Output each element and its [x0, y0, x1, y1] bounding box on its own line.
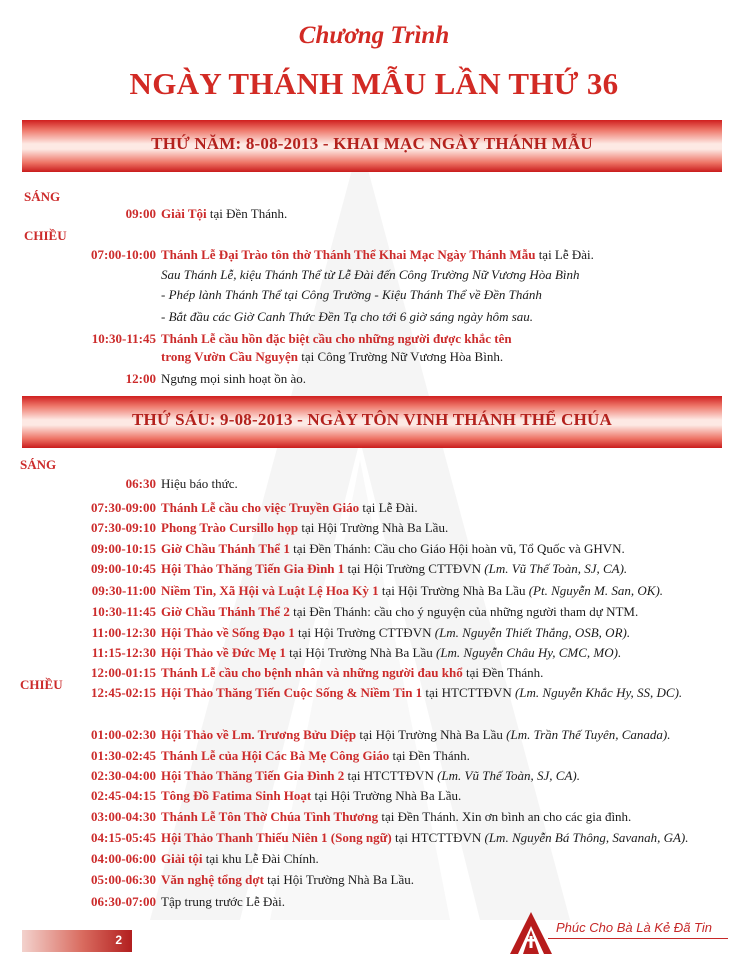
event-location: tại Đền Thánh: cầu cho ý nguyện của những người tham dự NTM. [289, 604, 639, 619]
event-location: tại Đền Thánh. [462, 665, 544, 680]
event-location: tại Hội Trường Nhà Ba Lầu [378, 583, 529, 598]
event-location: tại HTCTTĐVN [391, 830, 485, 845]
event-title: Niềm Tin, Xã Hội và Luật Lệ Hoa Kỳ 1 [161, 583, 379, 598]
schedule-description [161, 726, 670, 744]
schedule-row [0, 871, 748, 891]
schedule-time: 01:00-02:30 [91, 727, 156, 742]
schedule-description [161, 850, 319, 868]
event-title: Hội Thảo Thăng Tiến Cuộc Sống & Niềm Tin 1 [161, 685, 423, 700]
schedule-row [0, 747, 748, 767]
schedule-time: 12:45-02:15 [91, 685, 156, 700]
schedule-row [0, 205, 748, 225]
schedule-row [0, 603, 748, 623]
event-speaker: (Lm. Nguyễn Khắc Hy, SS, DC). [514, 685, 683, 700]
schedule-row [0, 475, 748, 495]
schedule-row [0, 850, 748, 870]
day2-banner-text: THỨ SÁU: 9-08-2013 - NGÀY TÔN VINH THÁNH THỂ CHÚA [131, 410, 612, 429]
event-location: tại Hội Trường Nhà Ba Lầu. [311, 788, 462, 803]
event-title: Thánh Lễ cầu cho việc Truyền Giáo [161, 500, 360, 515]
schedule-row [0, 664, 748, 684]
event-location: tại khu Lễ Đài Chính. [202, 851, 319, 866]
schedule-description [161, 624, 630, 642]
event-title: Giải tội [161, 851, 203, 866]
event-speaker: (Lm. Nguyễn Thiết Thắng, OSB, OR). [434, 625, 631, 640]
day1-morning-label: SÁNG [24, 189, 61, 204]
event-title: trong Vườn Cầu Nguyện [161, 349, 298, 364]
schedule-time: 09:00 [125, 206, 156, 221]
schedule-time: 06:30 [125, 476, 156, 491]
event-title: Thánh Lễ cầu cho bệnh nhân và những người đau khổ [161, 665, 463, 680]
day2-afternoon-label: CHIỀU [20, 677, 63, 692]
schedule-description [161, 370, 306, 388]
schedule-description [161, 560, 627, 578]
schedule-time: 12:00-01:15 [91, 665, 156, 680]
event-title: Hội Thảo Thăng Tiến Gia Đình 2 [161, 768, 345, 783]
event-title: Giờ Chầu Thánh Thể 1 [161, 541, 290, 556]
day1-banner [22, 120, 722, 172]
schedule-time: 02:30-04:00 [91, 768, 156, 783]
event-title: Thánh Lễ cầu hồn đặc biệt cầu cho những người được khắc tên [161, 331, 512, 346]
page-number: 2 [115, 933, 122, 947]
schedule-description [161, 684, 682, 702]
event-location: tại Hội Trường Nhà Ba Lầu [356, 727, 507, 742]
program-subtitle: Chương Trình [298, 22, 450, 49]
schedule-row [0, 893, 748, 913]
schedule-description [161, 893, 285, 911]
schedule-time: 12:00 [125, 371, 156, 386]
schedule-description [161, 582, 663, 600]
event-title: Tông Đồ Fatima Sinh Hoạt [161, 788, 312, 803]
event-speaker: (Lm. Nguyễn Bá Thông, Savanah, GA). [484, 830, 689, 845]
schedule-time: 07:30-09:00 [91, 500, 156, 515]
event-location: Tập trung trước Lễ Đài. [161, 894, 286, 909]
event-speaker: (Pt. Nguyễn M. San, OK). [528, 583, 664, 598]
schedule-row [0, 330, 748, 350]
schedule-time: 03:00-04:30 [91, 809, 156, 824]
schedule-row [0, 829, 748, 849]
schedule-row [0, 787, 748, 807]
schedule-description [161, 540, 625, 558]
event-location: tại Hội Trường CTTĐVN [294, 625, 435, 640]
schedule-description [161, 246, 594, 264]
event-location: tại Lễ Đài. [359, 500, 418, 515]
schedule-description [161, 519, 448, 537]
event-location: tại Đền Thánh. [206, 206, 288, 221]
schedule-description: - Phép lành Thánh Thể tại Công Trường - Kiệu Thánh Thể về Đền Thánh [161, 287, 542, 302]
event-speaker: (Lm. Vũ Thế Toàn, SJ, CA). [437, 768, 580, 783]
schedule-time: 09:00-10:15 [91, 541, 156, 556]
schedule-time: 11:15-12:30 [91, 645, 156, 660]
day1-banner-text: THỨ NĂM: 8-08-2013 - KHAI MẠC NGÀY THÁNH MẪU [151, 134, 593, 153]
event-location: tại Đền Thánh: Cầu cho Giáo Hội hoàn vũ, Tổ Quốc và GHVN. [289, 541, 625, 556]
event-location: tại Hội Trường Nhà Ba Lầu. [298, 520, 449, 535]
event-speaker: (Lm. Trần Thế Tuyên, Canada). [506, 727, 671, 742]
schedule-time: 10:30-11:45 [91, 604, 156, 619]
footer-rule [548, 938, 728, 939]
event-title: Hội Thảo Thăng Tiến Gia Đình 1 [161, 561, 345, 576]
schedule-time: 05:00-06:30 [91, 872, 156, 887]
event-location: tại Đền Thánh. [389, 748, 470, 763]
schedule-time: 07:00-10:00 [91, 247, 156, 262]
schedule-row [0, 767, 748, 787]
schedule-row [0, 726, 748, 746]
schedule-row [0, 266, 748, 286]
schedule-description [161, 644, 621, 662]
schedule-row [0, 540, 748, 560]
church-logo-icon [508, 910, 554, 956]
page-number-tab [22, 930, 132, 952]
schedule-description: - Bắt đầu các Giờ Canh Thức Đền Tạ cho tới 6 giờ sáng ngày hôm sau. [161, 309, 534, 324]
event-title: Thánh Lễ Tôn Thờ Chúa Tình Thương [161, 809, 379, 824]
event-location: tại Công Trường Nữ Vương Hòa Bình. [297, 349, 504, 364]
schedule-row [0, 684, 748, 704]
schedule-time: 06:30-07:00 [91, 894, 156, 909]
event-location: tại HTCTTĐVN [422, 685, 515, 700]
schedule-description [161, 871, 414, 889]
schedule-time: 11:00-12:30 [91, 625, 156, 640]
schedule-time: 09:30-11:00 [91, 583, 156, 598]
schedule-time: 09:00-10:45 [91, 561, 156, 576]
event-location: tại Hội Trường Nhà Ba Lầu. [263, 872, 414, 887]
schedule-row [0, 308, 748, 328]
schedule-row [0, 286, 748, 306]
schedule-description [161, 205, 287, 223]
schedule-description [161, 829, 689, 847]
event-speaker: (Lm. Nguyễn Châu Hy, CMC, MO). [435, 645, 622, 660]
event-speaker: (Lm. Vũ Thế Toàn, SJ, CA). [484, 561, 628, 576]
event-location: tại Đền Thánh. Xin ơn bình an cho các gia đình. [378, 809, 632, 824]
schedule-row [0, 499, 748, 519]
schedule-row [0, 370, 748, 390]
page-title: NGÀY THÁNH MẪU LẦN THỨ 36 [129, 66, 619, 101]
event-location: tại Lễ Đài. [535, 247, 594, 262]
footer-tagline: Phúc Cho Bà Là Kẻ Đã Tin [556, 920, 712, 935]
event-title: Giải Tội [161, 206, 207, 221]
event-location: tại Hội Trường CTTĐVN [344, 561, 485, 576]
day1-afternoon-label: CHIỀU [24, 228, 67, 243]
schedule-row [0, 519, 748, 539]
day2-morning-label: SÁNG [20, 457, 57, 472]
event-title: Hội Thảo Thanh Thiếu Niên 1 (Song ngữ) [161, 830, 392, 845]
event-location: tại HTCTTĐVN [344, 768, 438, 783]
schedule-row [0, 808, 748, 828]
schedule-description [161, 330, 512, 348]
schedule-time: 01:30-02:45 [91, 748, 156, 763]
event-title: Hội Thảo về Sống Đạo 1 [161, 625, 295, 640]
event-location: tại Hội Trường Nhà Ba Lầu [285, 645, 436, 660]
day2-banner [22, 396, 722, 448]
event-title: Hội Thảo về Đức Mẹ 1 [161, 645, 286, 660]
schedule-description [161, 664, 543, 682]
event-title: Hội Thảo về Lm. Trương Bửu Diệp [161, 727, 357, 742]
schedule-row [0, 624, 748, 644]
schedule-time: 02:45-04:15 [91, 788, 156, 803]
schedule-row [0, 644, 748, 664]
schedule-description [161, 475, 238, 493]
schedule-description [161, 747, 470, 765]
schedule-row [0, 582, 748, 602]
schedule-time: 10:30-11:45 [91, 331, 156, 346]
schedule-time: 04:15-05:45 [91, 830, 156, 845]
schedule-row [0, 560, 748, 580]
event-title: Văn nghệ tổng dợt [161, 872, 264, 887]
schedule-time: 07:30-09:10 [91, 520, 156, 535]
event-title: Phong Trào Cursillo họp [161, 520, 299, 535]
schedule-row [0, 348, 748, 368]
event-title: Thánh Lễ của Hội Các Bà Mẹ Công Giáo [161, 748, 390, 763]
schedule-description [161, 499, 418, 517]
schedule-time: 04:00-06:00 [91, 851, 156, 866]
event-location: Ngưng mọi sinh hoạt ồn ào. [161, 371, 306, 386]
schedule-description [161, 603, 638, 621]
schedule-description [161, 787, 461, 805]
event-title: Thánh Lễ Đại Trào tôn thờ Thánh Thể Khai Mạc Ngày Thánh Mẫu [161, 247, 536, 262]
schedule-description [161, 348, 503, 366]
event-location: Hiệu báo thức. [161, 476, 238, 491]
event-title: Giờ Chầu Thánh Thể 2 [161, 604, 290, 619]
schedule-description: Sau Thánh Lễ, kiệu Thánh Thể từ Lễ Đài đến Công Trường Nữ Vương Hòa Bình [161, 267, 580, 282]
schedule-description [161, 767, 580, 785]
schedule-row [0, 246, 748, 266]
schedule-description [161, 808, 631, 826]
